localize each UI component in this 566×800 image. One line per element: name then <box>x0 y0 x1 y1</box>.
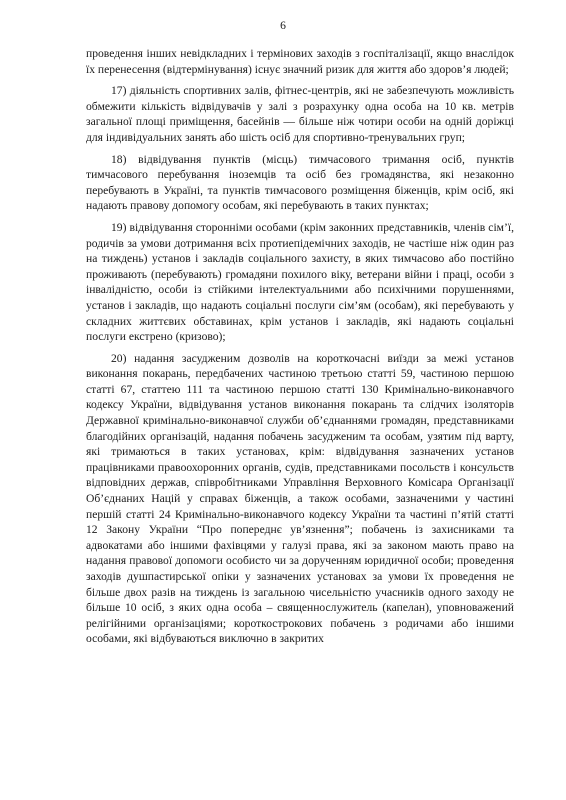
paragraph-item-17: 17) діяльність спортивних залів, фітнес-центрів, які не забезпечують можливість обмежити кількість відвідувачів у залі з розрахунку одна особа на 10 кв. метрів загальної площі приміщення, басейнів — більше ніж чотири особи на одній доріжці для індивідуальних занять або шість осіб для спортивно-тренувальних груп; <box>86 84 514 144</box>
paragraph-continuation: проведення інших невідкладних і термінових заходів з госпіталізації, якщо внаслідок їх перенесення (відтермінування) існує значний ризик для життя або здоров’я людей; <box>86 47 514 76</box>
paragraph-item-18: 18) відвідування пунктів (місць) тимчасового тримання осіб, пунктів тимчасового перебування іноземців та осіб без громадянства, які незаконно перебувають в Україні, та пунктів тимчасового розміщення біженців, крім осіб, які надають правову допомогу особам, які перебувають в таких пунктах; <box>86 152 514 213</box>
document-body <box>86 46 514 653</box>
page-number: 6 <box>280 19 286 32</box>
paragraph-item-19: 19) відвідування сторонніми особами (крім законних представників, членів сім’ї, родичів за умови дотримання всіх протиепідемічних заходів, не частіше ніж один раз на тиждень) установ і закладів соціального захисту, в яких тимчасово або постійно проживають (перебувають) громадяни похилого віку, ветерани війни і праці, особи з інвалідністю, особи із стійкими інтелектуальними або психічними порушеннями, установ і закладів, що надають соціальні послуги сім’ям (особам), які перебувають у складних життєвих обставинах, крім установ і закладів, які надають соціальні послуги екстрено (кризово); <box>86 220 514 344</box>
paragraph-item-20: 20) надання засудженим дозволів на короткочасні виїзди за межі установ виконання покарань, передбачених частиною третьою статті 59, частиною першою статті 67, статтею 111 та частиною першою статті 130 Кримінально-виконавчого кодексу України, відвідування установ виконання покарань та слідчих ізоляторів Державної кримінально-виконавчої служби об’єднаннями громадян, представниками благодійних організацій, надання побачень засудженим та особам, узятим під варту, які тримаються в таких установах, крім: відвідування зазначених установ працівниками правоохоронних органів, судів, представниками посольств і консульств відповідних держав, співробітниками Управління Верховного Комісара Організації Об’єднаних Націй у справах біженців, а також особами, зазначеними у частині першій статті 24 Кримінально-виконавчого кодексу України та частині п’ятій статті 12 Закону України “Про попереднє ув’язнення”; побачень із захисниками та адвокатами або іншими фахівцями у галузі права, які за законом мають право на надання правової допомоги особисто чи за дорученням юридичної особи; проведення заходів душпастирської опіки у зазначених установах за умови їх проведення не більше двох разів на тиждень із загальною чисельністю учасників одного заходу не більше 10 осіб, з яких одна особа – священнослужитель (капелан), уповноважений релігійними організаціями; короткострокових побачень з родичами або іншими особами, які відбуваються виключно в закритих <box>86 351 514 646</box>
